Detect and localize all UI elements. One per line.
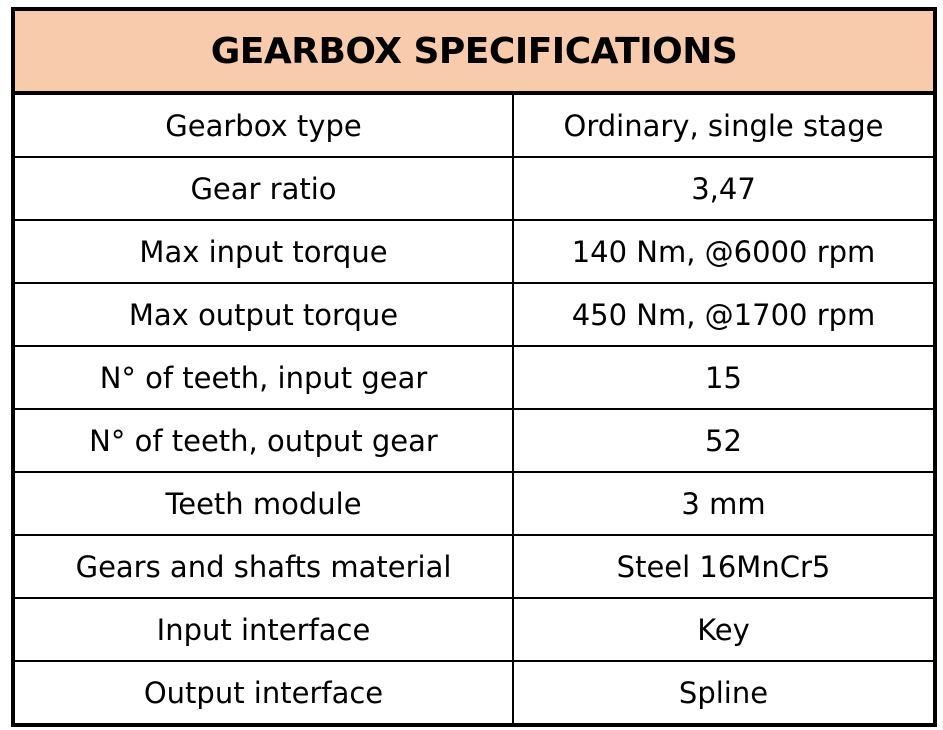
spec-label: Teeth module — [13, 472, 513, 535]
spec-label: Gears and shafts material — [13, 535, 513, 598]
spec-label: Input interface — [13, 598, 513, 661]
table-row — [13, 283, 935, 346]
table-title-row — [13, 9, 935, 93]
spec-value: Ordinary, single stage — [513, 93, 935, 157]
spec-value: 3,47 — [513, 157, 935, 220]
table-title: GEARBOX SPECIFICATIONS — [13, 9, 935, 93]
gearbox-specifications-table — [11, 7, 937, 727]
table-row — [13, 472, 935, 535]
spec-label: Max output torque — [13, 283, 513, 346]
table-row — [13, 93, 935, 157]
table-row — [13, 661, 935, 725]
spec-label: Gear ratio — [13, 157, 513, 220]
spec-label: N° of teeth, input gear — [13, 346, 513, 409]
spec-value: Steel 16MnCr5 — [513, 535, 935, 598]
spec-value: 3 mm — [513, 472, 935, 535]
table-row — [13, 409, 935, 472]
spec-value: Key — [513, 598, 935, 661]
table-row — [13, 157, 935, 220]
spec-value: 52 — [513, 409, 935, 472]
table-row — [13, 535, 935, 598]
spec-value: Spline — [513, 661, 935, 725]
table-row — [13, 346, 935, 409]
spec-value: 450 Nm, @1700 rpm — [513, 283, 935, 346]
spec-value: 15 — [513, 346, 935, 409]
spec-label: Max input torque — [13, 220, 513, 283]
table-row — [13, 598, 935, 661]
spec-value: 140 Nm, @6000 rpm — [513, 220, 935, 283]
spec-label: Gearbox type — [13, 93, 513, 157]
spec-label: Output interface — [13, 661, 513, 725]
table-row — [13, 220, 935, 283]
spec-label: N° of teeth, output gear — [13, 409, 513, 472]
